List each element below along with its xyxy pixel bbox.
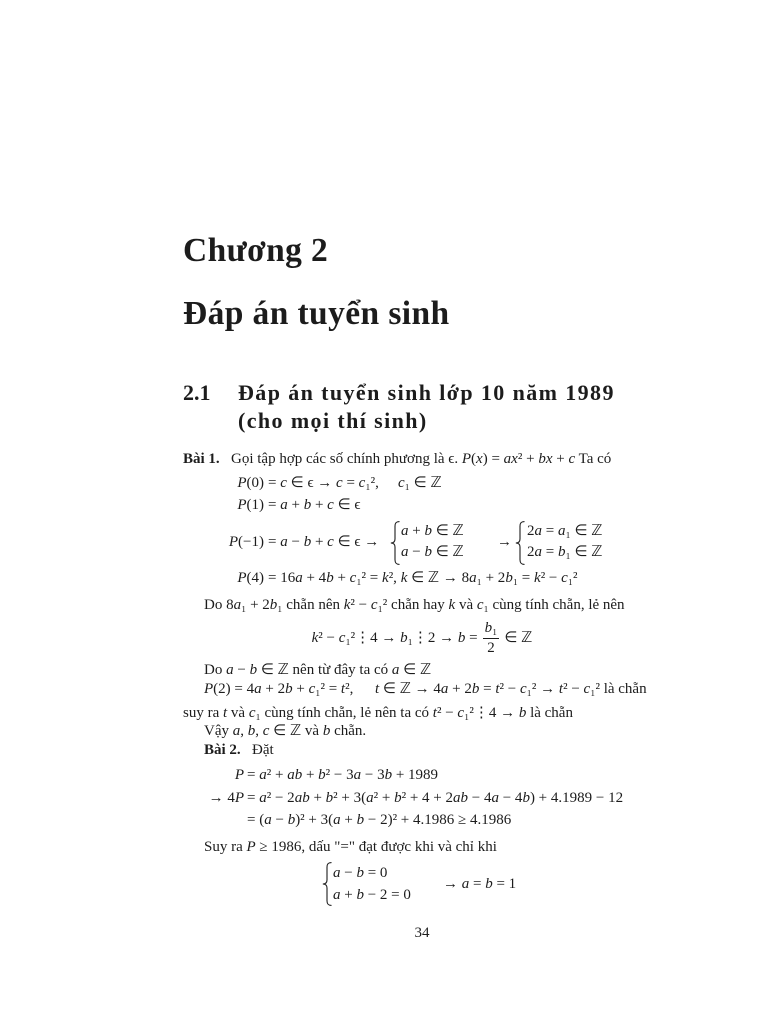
math-variable: x (511, 451, 518, 467)
math-variable: P (237, 497, 247, 513)
math-variable: x (545, 451, 553, 467)
math-variable: t (223, 705, 228, 721)
math-variable: t (558, 681, 564, 697)
math-variable: c (398, 475, 405, 491)
math-variable: b (505, 570, 513, 586)
math-variable: a (401, 523, 409, 539)
math-variable: a (280, 497, 288, 513)
brace-path (516, 522, 525, 565)
math-variable: a (333, 812, 341, 828)
math-variable: P (228, 534, 239, 550)
math-variable: b (303, 534, 312, 550)
math-variable: c (568, 451, 576, 467)
math-variable: P (234, 790, 244, 806)
math-variable: c (280, 475, 287, 491)
math-variable: a (461, 876, 470, 892)
math-variable: a (534, 523, 542, 539)
math-variable: b (522, 790, 530, 806)
math-variable: c (327, 534, 334, 550)
math-variable: b (460, 790, 468, 806)
align-rhs: = a² − 2ab + b² + 3(a² + b² + 4 + 2ab − 4a − 4b) + 4.1989 − 12 (247, 790, 624, 806)
math-variable: b (302, 790, 310, 806)
align-lhs (140, 768, 244, 783)
math-variable: b (249, 662, 258, 678)
parity-text: Do 8a₁ + 2b₁ chẵn nên k² − c₁² chẵn hay k và c₁ cùng tính chẵn, lẻ nên (204, 597, 625, 613)
math-variable: a (440, 681, 449, 697)
conclusion: Vậy a, b, c ∈ ℤ và b chẵn. (204, 723, 367, 739)
chapter-label: Chương 2 (183, 232, 329, 269)
math-variable: b (325, 790, 334, 806)
math-variable: a (333, 865, 341, 881)
case-line: a − b ∈ ℤ (401, 544, 464, 560)
section-number: 2.1 (183, 380, 211, 405)
math-variable: k (448, 597, 456, 613)
equation-rhs: = a + b + c ∈ ϵ (268, 497, 361, 513)
problem1-label: Bài 1. (183, 451, 220, 467)
math-variable: x (476, 451, 483, 467)
case-line: a − b = 0 (333, 865, 388, 881)
math-variable: b (457, 629, 466, 646)
math-variable: a (534, 544, 542, 560)
math-variable: c (457, 705, 465, 721)
implies-arrow: → (497, 534, 512, 550)
math-variable: a (391, 662, 400, 678)
equation-lhs: P(−1) (228, 534, 264, 550)
page-number: 34 (414, 925, 430, 941)
math-variable: P (461, 451, 472, 467)
math-variable: b (394, 790, 402, 806)
math-variable: b (294, 767, 303, 783)
math-variable: b (485, 876, 493, 892)
math-variable: P (246, 839, 256, 855)
math-variable: c (358, 475, 366, 491)
math-variable: c (476, 597, 484, 613)
math-variable: a (254, 681, 262, 697)
math-variable: k (343, 597, 351, 613)
align-rhs: = a² + ab + b² − 3a − 3b + 1989 (247, 767, 439, 783)
text-line: suy ra t và c₁ cùng tính chẵn, lẻ nên ta có t² − c₁²⋮4 → b là chẵn (183, 705, 573, 721)
case-line: 2a = a₁ ∈ ℤ (527, 523, 603, 539)
math-variable: P (237, 570, 247, 586)
math-variable: c (308, 681, 316, 697)
math-variable: a (287, 767, 295, 783)
math-variable: b (538, 451, 546, 467)
math-variable: t (432, 705, 437, 721)
equation-rhs: = a − b + c ∈ ϵ → (268, 534, 380, 550)
fraction-denominator: 2 (487, 639, 495, 656)
math-variable: b (471, 681, 480, 697)
equation-note: c₁ ∈ ℤ (398, 475, 442, 491)
fraction (483, 621, 500, 656)
result-text: Suy ra P ≥ 1986, dấu "=" đạt được khi và chỉ khi (204, 839, 497, 855)
math-variable: P (204, 681, 214, 697)
display-right: ∈ ℤ (504, 629, 533, 646)
math-variable: t (340, 681, 346, 697)
math-variable: b (303, 497, 312, 513)
align-rhs: = (a − b)² + 3(a + b − 2)² + 4.1986 ≥ 4.1986 (247, 812, 512, 828)
math-variable: a (453, 790, 461, 806)
math-variable: a (295, 570, 303, 586)
problem1-intro (231, 452, 611, 467)
math-variable: b (484, 619, 493, 636)
equation-lhs: P(0) (237, 475, 264, 491)
math-variable: a (366, 790, 374, 806)
math-variable: a (491, 790, 499, 806)
math-variable: t (495, 681, 500, 697)
left-brace (515, 521, 525, 565)
case-line: 2a = b₁ ∈ ℤ (527, 544, 603, 560)
math-variable: b (356, 887, 364, 903)
math-variable: c (248, 705, 256, 721)
align-lhs: → 4P (208, 790, 244, 806)
section-title-line1: Đáp án tuyển sinh lớp 10 năm 1989 (238, 380, 615, 405)
equation-lhs: P(4) (237, 570, 264, 586)
math-variable: b (424, 544, 432, 560)
math-variable: a (557, 523, 566, 539)
cases-result: → a = b = 1 (443, 876, 517, 892)
left-brace (390, 521, 400, 565)
display-equation (183, 618, 661, 658)
brace-path (391, 522, 400, 565)
math-variable: a (333, 887, 341, 903)
math-variable: k (382, 570, 389, 586)
math-variable: a (226, 662, 234, 678)
text-line: Do a − b ∈ ℤ nên từ đây ta có a ∈ ℤ (204, 662, 432, 678)
math-variable: b (318, 767, 326, 783)
left-brace (322, 862, 332, 906)
chapter-title: Đáp án tuyển sinh (183, 295, 450, 332)
math-variable: P (234, 767, 244, 783)
math-variable: c (520, 681, 527, 697)
math-variable: b (384, 767, 393, 783)
math-variable: a (232, 723, 241, 739)
math-variable: a (264, 812, 272, 828)
math-variable: a (280, 534, 288, 550)
problem2-intro: Đặt (252, 742, 274, 758)
equation-rhs: = c ∈ ϵ → c = c₁², (268, 475, 379, 491)
math-variable: t (375, 681, 380, 697)
display-left: k² − c₁²⋮4 → b₁⋮2 → b = (311, 629, 478, 646)
math-variable: k (534, 570, 541, 586)
math-variable: b (247, 723, 256, 739)
math-variable: a (469, 570, 477, 586)
math-variable: b (356, 865, 364, 881)
math-variable: c (370, 597, 378, 613)
math-variable: a (503, 451, 512, 467)
math-variable: c (262, 723, 270, 739)
math-variable: k (311, 629, 319, 646)
brace-path (323, 863, 332, 906)
math-variable: c (349, 570, 357, 586)
math-variable: a (259, 790, 267, 806)
math-variable: b (269, 597, 278, 613)
problem2-label: Bài 2. (204, 742, 241, 758)
math-variable: c (327, 497, 334, 513)
section-title-line2: (cho mọi thí sinh) (238, 408, 428, 433)
math-variable: c (583, 681, 591, 697)
math-variable: a (353, 767, 362, 783)
math-variable: b (322, 723, 331, 739)
math-variable: b (285, 681, 293, 697)
fraction-numerator: b₁ (483, 621, 500, 639)
p2-tail: t ∈ ℤ → 4a + 2b = t² − c₁² → t² − c₁² là chẵn (375, 681, 647, 697)
math-variable: b (424, 523, 432, 539)
math-variable: a (401, 544, 409, 560)
math-variable: a (259, 767, 267, 783)
math-variable: c (561, 570, 568, 586)
problem1-intro-tail: Ta có (578, 451, 612, 467)
math-variable: b (326, 570, 334, 586)
math-variable: a (294, 790, 303, 806)
problem1-intro-text: Gọi tập hợp các số chính phương là ϵ. (231, 451, 459, 467)
math-variable: c (336, 475, 343, 491)
math-variable: b (518, 705, 527, 721)
problem1-intro-formula: P(x) = ax² + bx + c (461, 451, 576, 467)
math-variable: b (356, 812, 365, 828)
math-variable: P (237, 475, 247, 491)
math-variable: b (400, 629, 408, 646)
p2-formula: P(2) = 4a + 2b + c₁² = t², (204, 681, 354, 697)
case-line: a + b − 2 = 0 (333, 887, 411, 903)
math-variable: a (233, 597, 242, 613)
math-variable: b (557, 544, 566, 560)
math-variable: b (287, 812, 296, 828)
equation-lhs: P(1) (237, 497, 264, 513)
case-line: a + b ∈ ℤ (401, 523, 464, 539)
math-variable: c (338, 629, 346, 646)
math-variable: k (400, 570, 408, 586)
equation-rhs: = 16a + 4b + c₁² = k², k ∈ ℤ → 8a₁ + 2b₁ = k² − c₁² (268, 570, 578, 586)
